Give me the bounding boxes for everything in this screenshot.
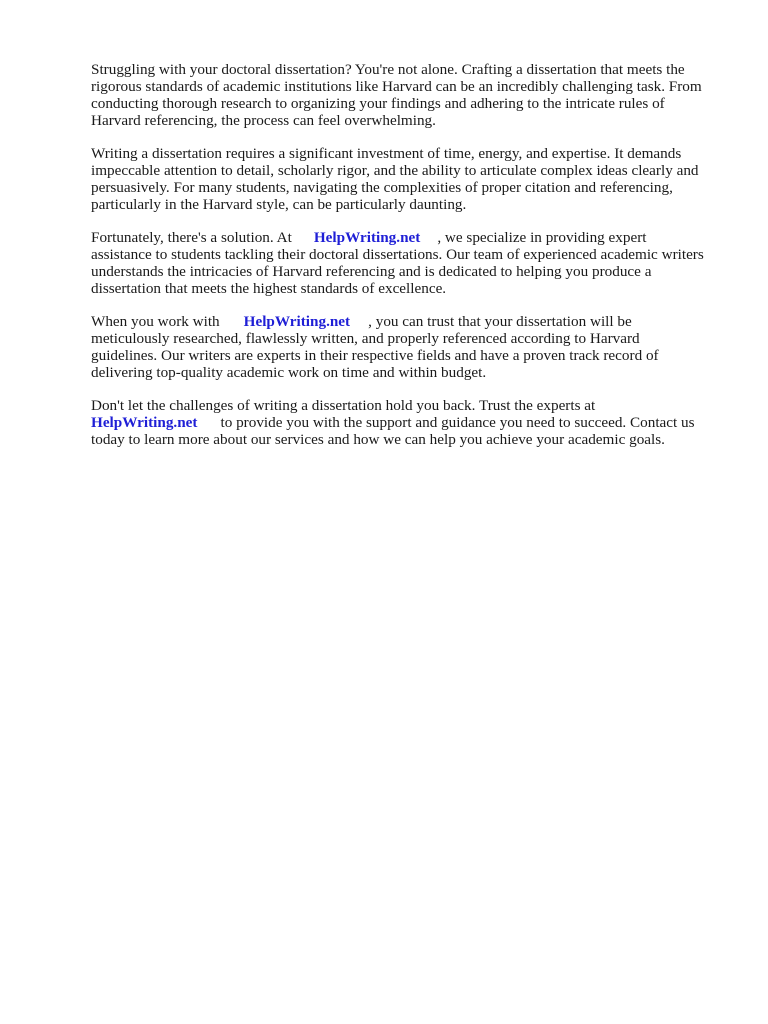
paragraph-call-to-action	[91, 397, 731, 448]
text-line: conducting thorough research to organizing your findings and adhering to the intricate rules of	[91, 95, 665, 112]
paragraph-trust	[91, 313, 731, 381]
text-line: understands the intricacies of Harvard referencing and is dedicated to helping you produce a	[91, 263, 652, 280]
text-fragment: , we specialize in providing expert	[437, 229, 647, 246]
helpwriting-link[interactable]: HelpWriting.net	[91, 414, 198, 431]
text-line	[91, 414, 731, 431]
text-line: guidelines. Our writers are experts in their respective fields and have a proven track record of	[91, 347, 659, 364]
paragraph-solution	[91, 229, 731, 297]
text-line: impeccable attention to detail, scholarly rigor, and the ability to articulate complex ideas clearly and	[91, 162, 699, 179]
text-line: Don't let the challenges of writing a dissertation hold you back. Trust the experts at	[91, 397, 596, 414]
text-line: particularly in the Harvard style, can be particularly daunting.	[91, 196, 467, 213]
text-line: rigorous standards of academic institutions like Harvard can be an incredibly challenging task. From	[91, 78, 702, 95]
text-fragment: to provide you with the support and guidance you need to succeed. Contact us	[220, 414, 695, 431]
helpwriting-link[interactable]: HelpWriting.net	[313, 229, 421, 246]
text-line: Writing a dissertation requires a significant investment of time, energy, and expertise. It demands	[91, 145, 682, 162]
text-fragment: , you can trust that your dissertation will be	[368, 313, 632, 330]
text-line: Struggling with your doctoral dissertation? You're not alone. Crafting a dissertation that meets the	[91, 61, 685, 78]
text-line: assistance to students tackling their doctoral dissertations. Our team of experienced academic writers	[91, 246, 704, 263]
text-line: meticulously researched, flawlessly written, and properly referenced according to Harvard	[91, 330, 640, 347]
text-line: Harvard referencing, the process can feel overwhelming.	[91, 112, 436, 129]
paragraph-requirements	[91, 145, 731, 213]
text-line	[91, 313, 731, 330]
text-line: today to learn more about our services and how we can help you achieve your academic goals.	[91, 431, 665, 448]
text-line: dissertation that meets the highest standards of excellence.	[91, 280, 447, 297]
text-fragment: Fortunately, there's a solution. At	[91, 229, 292, 246]
text-line	[91, 229, 731, 246]
helpwriting-link[interactable]: HelpWriting.net	[243, 313, 351, 330]
paragraph-intro	[91, 61, 731, 129]
text-fragment: When you work with	[91, 313, 220, 330]
text-line: delivering top-quality academic work on time and within budget.	[91, 364, 487, 381]
text-line: persuasively. For many students, navigating the complexities of proper citation and referencing,	[91, 179, 673, 196]
